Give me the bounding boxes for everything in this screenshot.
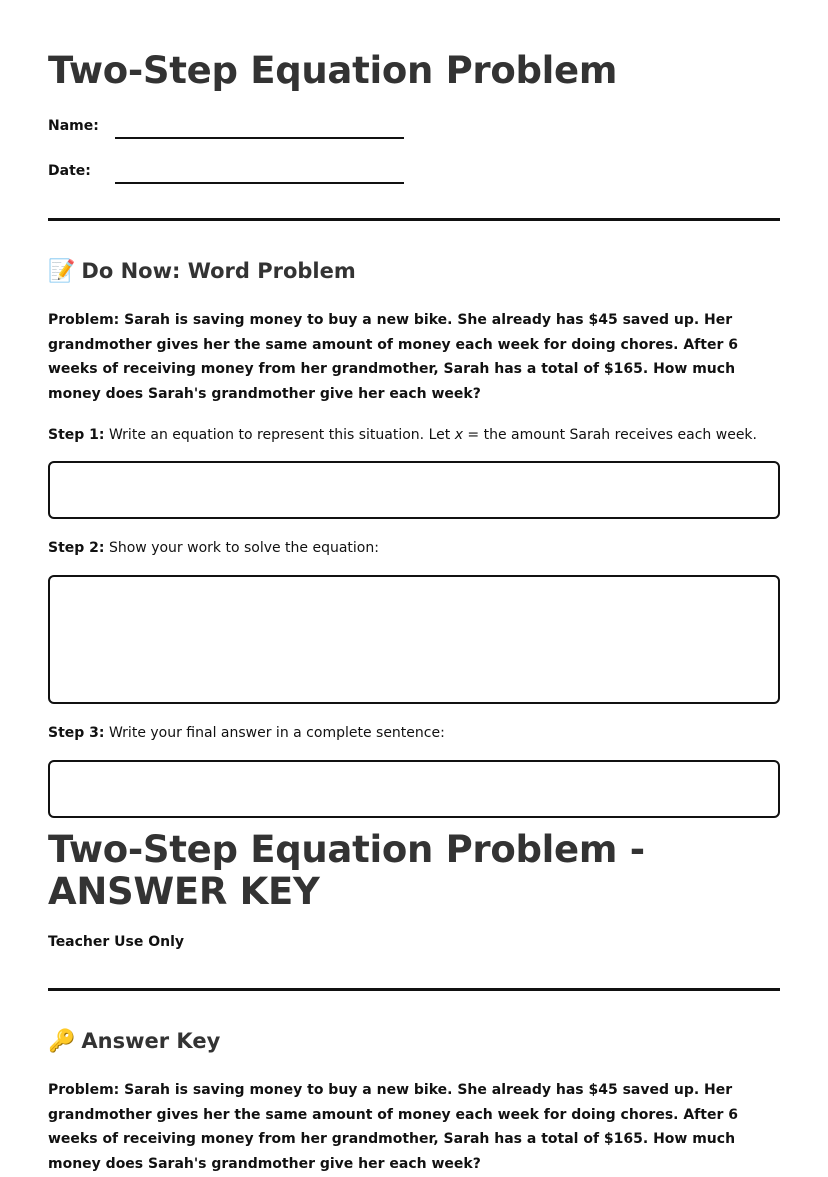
do-now-heading xyxy=(48,257,356,286)
step1-answer-box[interactable] xyxy=(48,461,780,519)
problem-text: Problem: Sarah is saving money to buy a new bike. She already has $45 saved up. Her grandmother gives her the same amount of money each week for doing chores. After 6 weeks of receiving money from her grandmother, Sarah has a total of $165. How much money does Sarah's grandmother give her each week? xyxy=(48,312,738,403)
step2-text: Show your work to solve the equation: xyxy=(104,540,379,556)
teacher-use-note: Teacher Use Only xyxy=(48,934,185,950)
step3-label: Step 3: xyxy=(48,725,105,741)
answer-key-divider xyxy=(48,988,780,991)
name-field-row xyxy=(48,118,408,144)
step3-text: Write your final answer in a complete sentence: xyxy=(104,725,445,741)
answer-key-title: Two-Step Equation Problem - ANSWER KEY xyxy=(48,828,645,913)
step3-instruction xyxy=(48,723,780,743)
do-now-heading-text: Do Now: Word Problem xyxy=(81,259,356,283)
name-label: Name: xyxy=(48,118,99,134)
step1-label: Step 1: xyxy=(48,427,105,443)
answer-key-problem-text: Problem: Sarah is saving money to buy a new bike. She already has $45 saved up. Her grandmother gives her the same amount of money each week for doing chores. After 6 weeks of receiving money from her grandmother, Sarah has a total of $165. How much money does Sarah's grandmother give her each week? xyxy=(48,1082,738,1173)
date-label: Date: xyxy=(48,163,91,179)
worksheet-title: Two-Step Equation Problem xyxy=(48,49,618,92)
step1-text-b: = the amount Sarah receives each week. xyxy=(462,427,757,443)
memo-icon: 📝 xyxy=(48,259,76,284)
step1-text-a: Write an equation to represent this situation. Let xyxy=(104,427,455,443)
key-icon: 🔑 xyxy=(48,1029,76,1054)
answer-key-heading xyxy=(48,1027,220,1056)
section-divider xyxy=(48,218,780,221)
step1-instruction xyxy=(48,425,780,445)
answer-key-heading-text: Answer Key xyxy=(81,1029,221,1053)
step2-work-box[interactable] xyxy=(48,575,780,704)
name-input-line[interactable] xyxy=(115,137,404,139)
step1-variable: x xyxy=(454,427,463,443)
step3-answer-box[interactable] xyxy=(48,760,780,818)
date-field-row xyxy=(48,163,408,189)
step2-instruction xyxy=(48,538,780,558)
step2-label: Step 2: xyxy=(48,540,105,556)
date-input-line[interactable] xyxy=(115,182,404,184)
